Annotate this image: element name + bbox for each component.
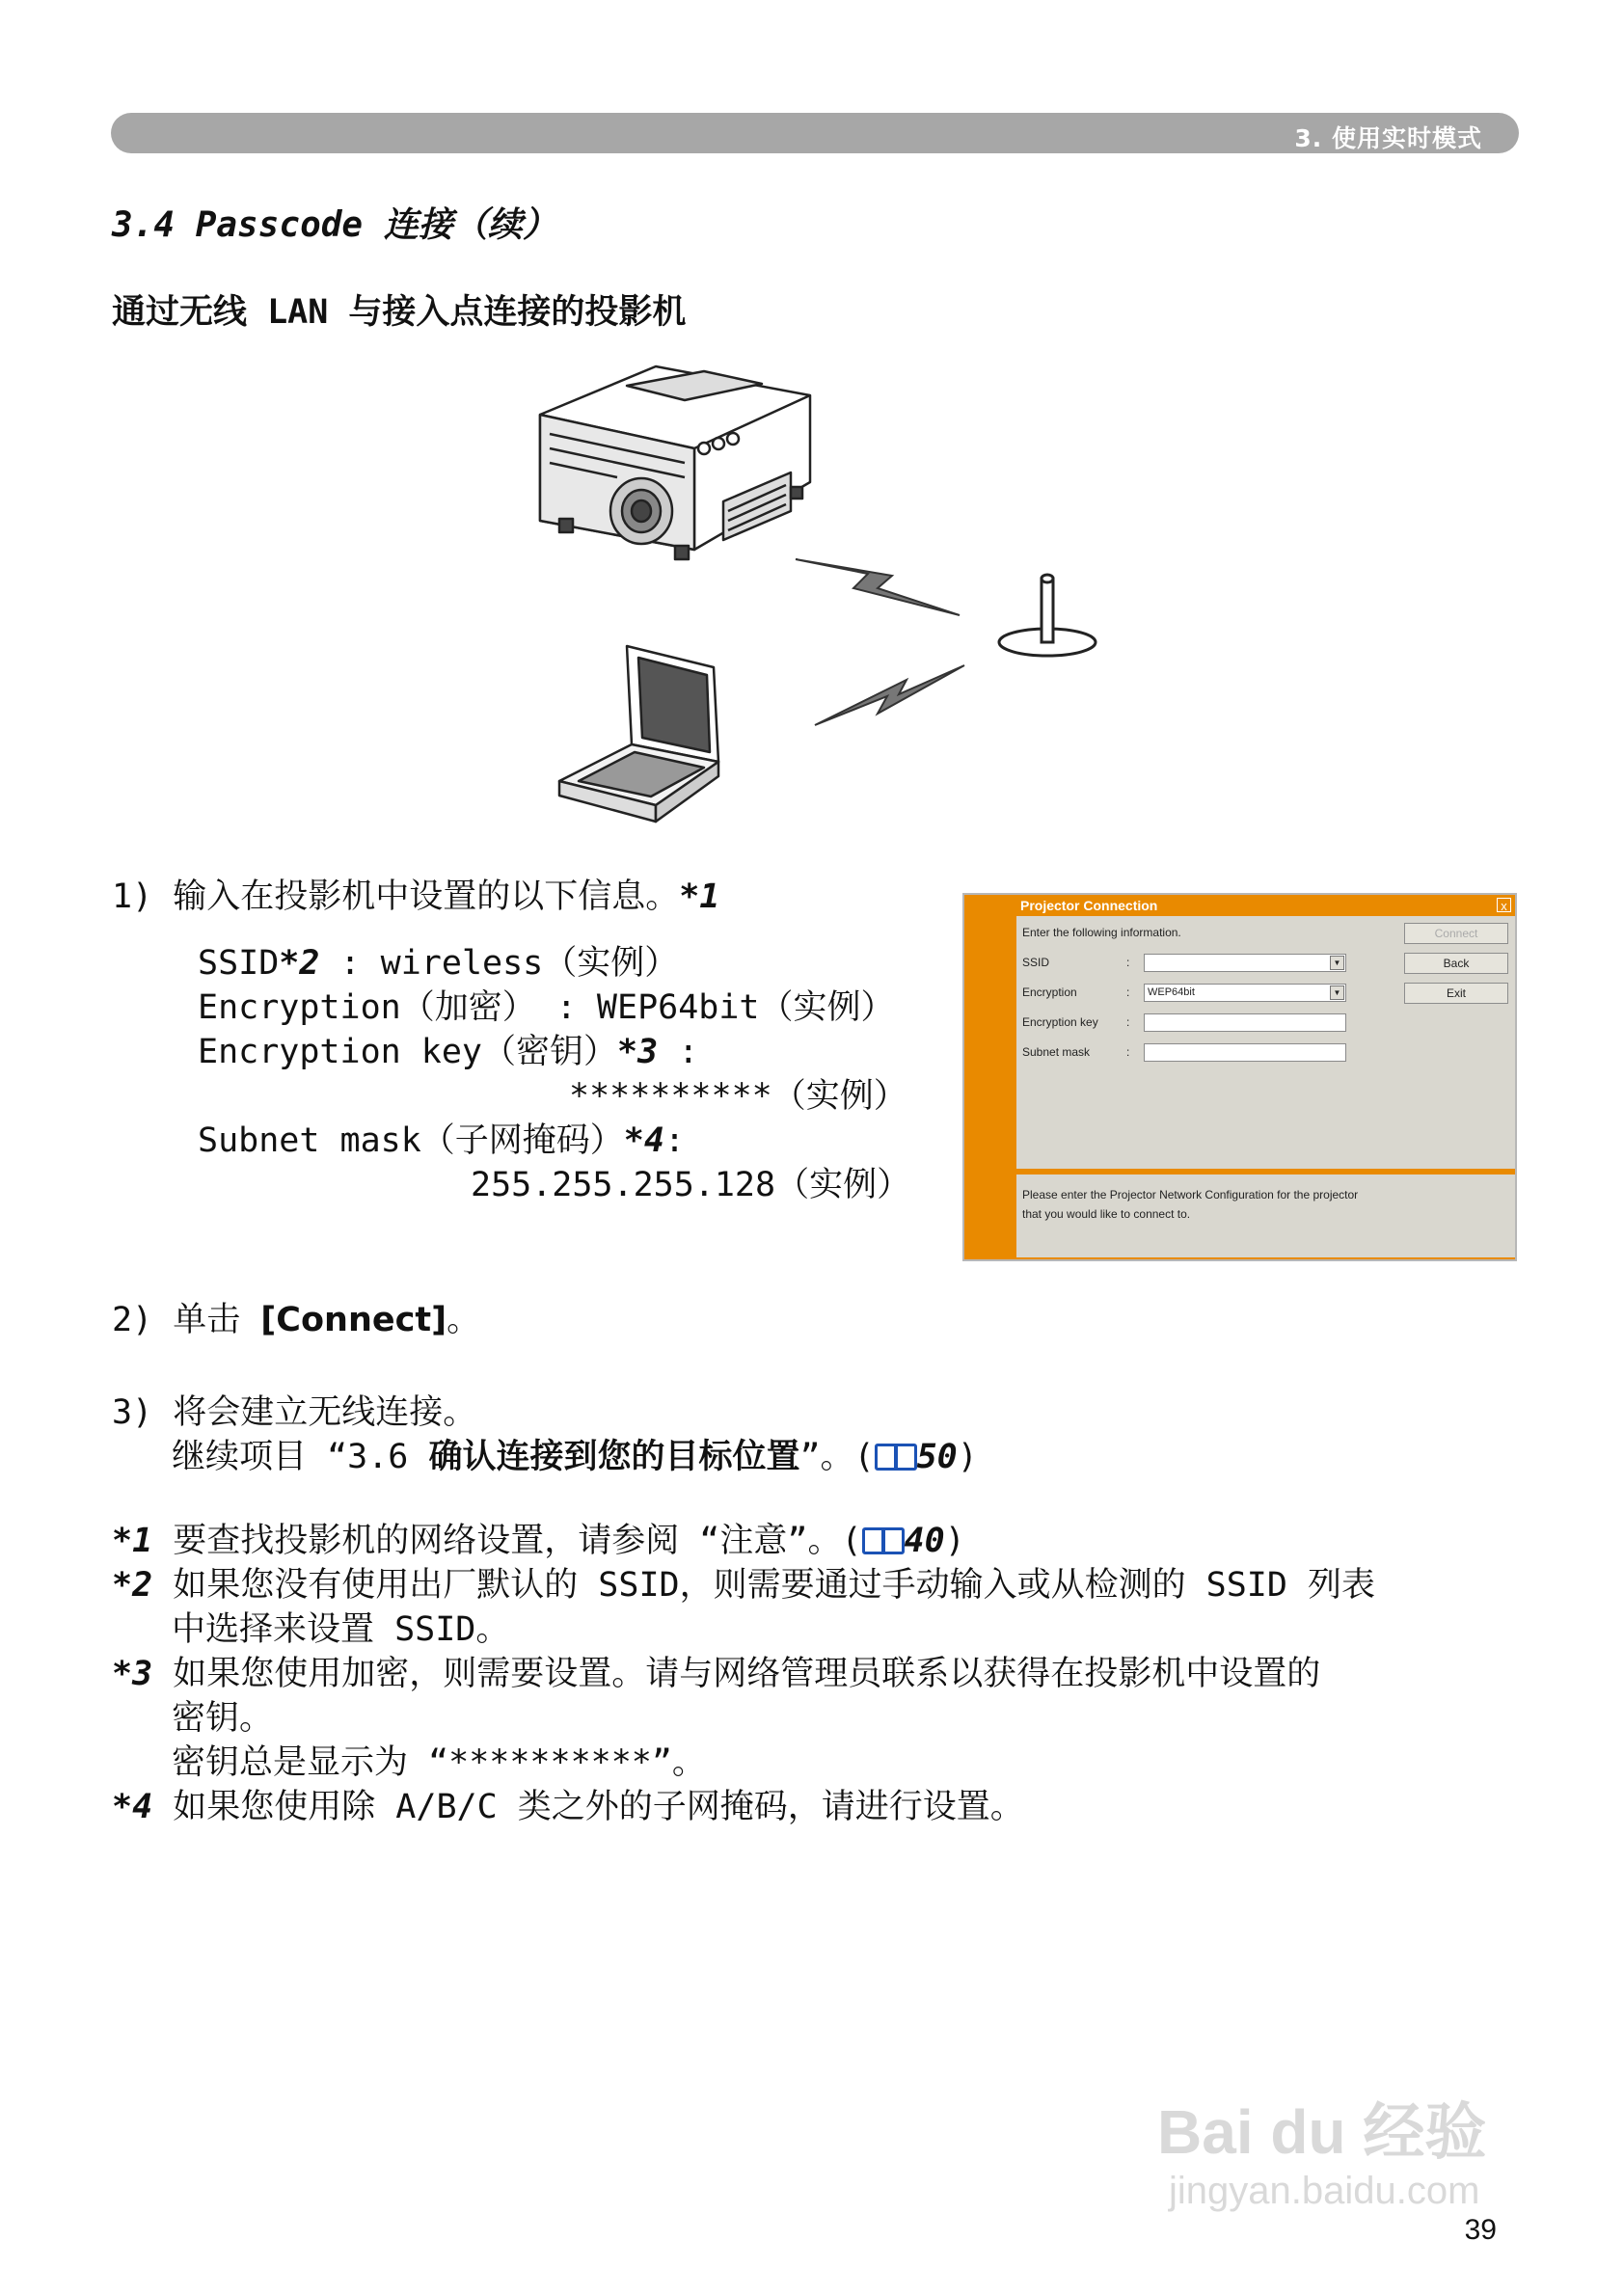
ssid-combo[interactable]: [1144, 954, 1346, 972]
note-2: [112, 1563, 1375, 1607]
step-1-text: [112, 875, 719, 919]
colon: :: [1126, 986, 1130, 999]
step-3-section-ref: 确认连接到您的目标位置: [428, 1438, 800, 1476]
colon: :: [1126, 956, 1130, 969]
footnote-ref: *4: [623, 1121, 664, 1160]
subnet-mask-input[interactable]: [1144, 1043, 1346, 1062]
dialog-form-panel: [1016, 916, 1515, 1169]
colon: :: [1126, 1045, 1130, 1059]
dialog-info-line-1: Please enter the Projector Network Configuration for the projector: [1022, 1188, 1359, 1202]
step-3-line-2: [172, 1435, 978, 1479]
encryption-key-value: **********（实例）: [569, 1077, 907, 1116]
footnote-ref: *3: [617, 1033, 659, 1071]
encryption-line: Encryption（加密） : WEP64bit（实例）: [198, 988, 895, 1027]
connect-button[interactable]: Connect: [1404, 923, 1508, 944]
close-icon[interactable]: x: [1497, 898, 1511, 912]
punctuation: 。: [447, 1301, 481, 1339]
footnote-ref: *1: [679, 878, 720, 916]
section-header-label: 3. 使用实时模式: [1294, 124, 1482, 152]
exit-button[interactable]: Exit: [1404, 983, 1508, 1004]
encryption-key-field-label: Encryption key: [1022, 1015, 1098, 1029]
colon: :: [663, 1121, 686, 1160]
ssid-line: [198, 941, 678, 986]
access-point-icon: [999, 575, 1096, 656]
ssid-value: : wireless（实例）: [319, 944, 679, 983]
wireless-signal-icon: [796, 559, 964, 725]
chevron-down-icon[interactable]: ▼: [1330, 956, 1344, 970]
subnet-mask-line: [198, 1119, 685, 1163]
step-3-suffix: ”。(: [799, 1438, 875, 1476]
encryption-field-label: Encryption: [1022, 986, 1077, 999]
step-3-line-1: 3) 将会建立无线连接。: [112, 1393, 477, 1432]
dialog-instruction: Enter the following information.: [1022, 926, 1181, 939]
step-2-label: 2) 单击: [112, 1301, 261, 1339]
laptop-illustration: [559, 646, 718, 822]
note-mark: *2: [112, 1566, 153, 1605]
punctuation: ): [957, 1438, 978, 1476]
projector-illustration: [540, 366, 810, 559]
note-3-cont: 密钥。: [172, 1699, 274, 1738]
book-icon: [875, 1444, 917, 1471]
ssid-field-label: SSID: [1022, 956, 1050, 969]
encryption-combo-value: WEP64bit: [1148, 986, 1195, 998]
encryption-key-input[interactable]: [1144, 1013, 1346, 1032]
step-2-text: [112, 1298, 480, 1342]
note-3: [112, 1652, 1320, 1696]
encryption-key-line: [198, 1030, 698, 1074]
page-ref[interactable]: 50: [916, 1438, 958, 1476]
dialog-info-panel: [1016, 1174, 1515, 1257]
back-button[interactable]: Back: [1404, 953, 1508, 974]
connect-button-ref: [Connect]: [260, 1301, 447, 1339]
dialog-title: Projector Connection: [964, 895, 1515, 916]
projector-connection-dialog: [962, 893, 1517, 1261]
book-icon: [862, 1527, 905, 1554]
punctuation: ): [944, 1522, 965, 1560]
note-text: 如果您使用加密，则需要设置。请与网络管理员联系以获得在投影机中设置的: [173, 1655, 1321, 1693]
subnet-mask-value: 255.255.255.128（实例）: [471, 1166, 911, 1204]
note-mark: *3: [112, 1655, 153, 1693]
encryption-combo[interactable]: [1144, 984, 1346, 1002]
dialog-info-line-2: that you would like to connect to.: [1022, 1207, 1191, 1221]
encryption-key-label: Encryption key（密钥）: [198, 1033, 618, 1071]
page-number: 39: [1464, 2214, 1497, 2246]
note-text: 如果您没有使用出厂默认的 SSID，则需要通过手动输入或从检测的 SSID 列表: [173, 1566, 1376, 1605]
note-mark: *4: [112, 1788, 153, 1826]
colon: :: [658, 1033, 699, 1071]
note-mark: *1: [112, 1522, 153, 1560]
note-4: [112, 1785, 1024, 1829]
baidu-watermark-url: jingyan.baidu.com: [1169, 2170, 1480, 2212]
subnet-mask-field-label: Subnet mask: [1022, 1045, 1091, 1059]
section-title: 3.4 Passcode 连接（续）: [112, 205, 557, 245]
section-header-bar: [111, 113, 1519, 153]
note-2-cont: 中选择来设置 SSID。: [172, 1610, 510, 1649]
subnet-mask-label: Subnet mask（子网掩码）: [198, 1121, 624, 1160]
footnote-ref: *2: [279, 944, 320, 983]
ssid-label: SSID: [198, 944, 280, 983]
note-text: 要查找投影机的网络设置，请参阅 “注意”。(: [173, 1522, 862, 1560]
network-illustration: [521, 357, 1119, 849]
step-1-label: 1) 输入在投影机中设置的以下信息。: [112, 878, 680, 916]
note-1: [112, 1519, 965, 1563]
page-ref[interactable]: 40: [904, 1522, 945, 1560]
chevron-down-icon[interactable]: ▼: [1330, 986, 1344, 1000]
note-text: 如果您使用除 A/B/C 类之外的子网掩码，请进行设置。: [173, 1788, 1024, 1826]
sub-title: 通过无线 LAN 与接入点连接的投影机: [112, 293, 687, 332]
baidu-watermark-logo: Bai du 经验: [1157, 2097, 1487, 2167]
colon: :: [1126, 1015, 1130, 1029]
note-3-cont-2: 密钥总是显示为 “**********”。: [172, 1743, 706, 1782]
step-3-prefix: 继续项目 “3.6: [172, 1438, 429, 1476]
